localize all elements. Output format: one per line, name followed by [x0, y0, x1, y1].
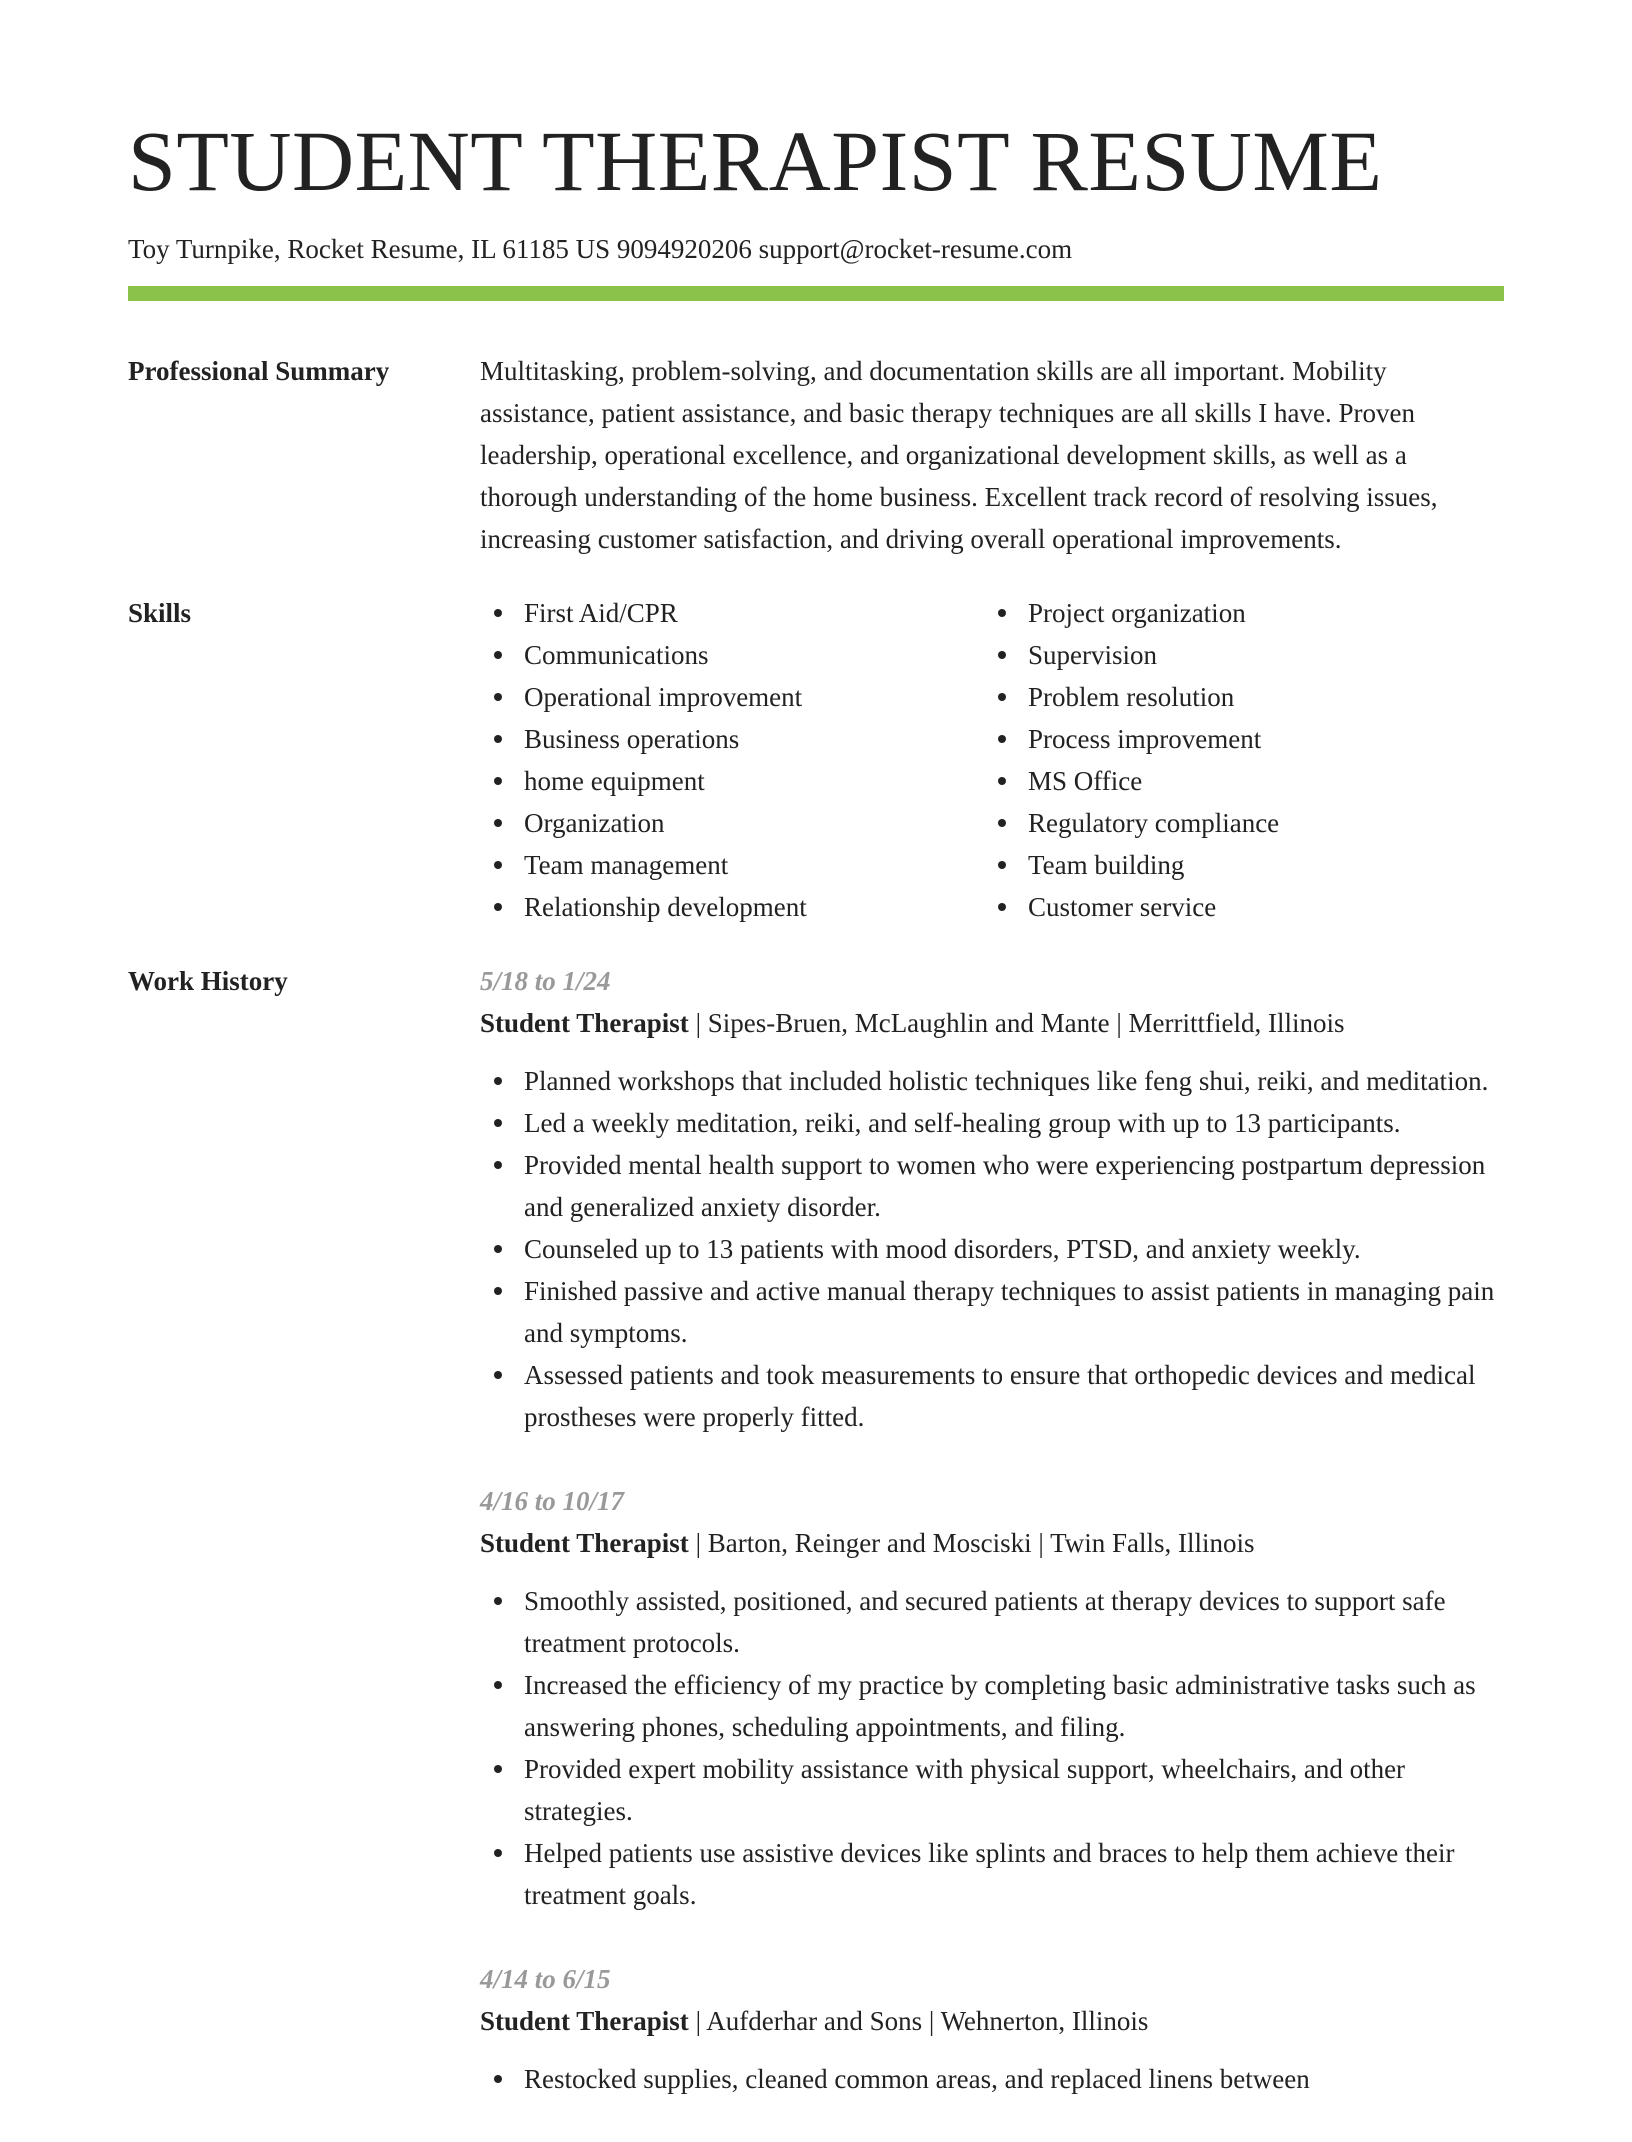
- job-bullet: Smoothly assisted, positioned, and secured patients at therapy devices to support safe treatment protocols.: [480, 1580, 1504, 1664]
- skill-item: Team management: [480, 844, 984, 886]
- job-heading: [480, 1522, 1504, 1564]
- skills-list-right: [984, 592, 1488, 928]
- work-history-label: Work History: [128, 966, 288, 996]
- skill-item: Problem resolution: [984, 676, 1488, 718]
- skill-item: Project organization: [984, 592, 1488, 634]
- job-dates: 4/16 to 10/17: [480, 1486, 625, 1516]
- job-title: Student Therapist: [480, 1008, 689, 1038]
- skill-item: Supervision: [984, 634, 1488, 676]
- skills-label: Skills: [128, 598, 192, 628]
- skills-list-left: [480, 592, 984, 928]
- header-divider: [128, 286, 1504, 301]
- skills-body: [480, 592, 1504, 928]
- job-entry: [480, 1480, 1504, 1916]
- job-heading: [480, 1002, 1504, 1044]
- job-bullet: Finished passive and active manual therapy techniques to assist patients in managing pain and symptoms.: [480, 1270, 1504, 1354]
- job-heading: [480, 2000, 1504, 2042]
- job-bullet: Planned workshops that included holistic techniques like feng shui, reiki, and meditation.: [480, 1060, 1504, 1102]
- skill-item: Customer service: [984, 886, 1488, 928]
- summary-label: Professional Summary: [128, 356, 390, 386]
- skill-item: home equipment: [480, 760, 984, 802]
- job-entry: [480, 1958, 1504, 2100]
- job-bullet: Restocked supplies, cleaned common areas, and replaced linens between: [480, 2058, 1504, 2100]
- job-bullet: Provided expert mobility assistance with physical support, wheelchairs, and other strategies.: [480, 1748, 1504, 1832]
- job-bullet: Helped patients use assistive devices like splints and braces to help them achieve their treatment goals.: [480, 1832, 1504, 1916]
- skill-item: Organization: [480, 802, 984, 844]
- skill-item: Communications: [480, 634, 984, 676]
- job-bullets: [480, 1580, 1504, 1916]
- skill-item: Business operations: [480, 718, 984, 760]
- job-details: | Aufderhar and Sons | Wehnerton, Illinois: [688, 2006, 1149, 2036]
- skill-item: Team building: [984, 844, 1488, 886]
- job-details: | Sipes-Bruen, McLaughlin and Mante | Merrittfield, Illinois: [688, 1008, 1345, 1038]
- resume-title: STUDENT THERAPIST RESUME: [128, 113, 1383, 209]
- job-title: Student Therapist: [480, 1528, 689, 1558]
- job-dates: 4/14 to 6/15: [480, 1964, 611, 1994]
- skill-item: Relationship development: [480, 886, 984, 928]
- work-history-body: [480, 960, 1504, 2142]
- skill-item: First Aid/CPR: [480, 592, 984, 634]
- summary-body: [480, 350, 1504, 560]
- job-bullets: [480, 2058, 1504, 2100]
- skills-columns: [480, 592, 1504, 928]
- job-bullet: Led a weekly meditation, reiki, and self-healing group with up to 13 participants.: [480, 1102, 1504, 1144]
- contact-line: Toy Turnpike, Rocket Resume, IL 61185 US 9094920206 support@rocket-resume.com: [128, 234, 1073, 264]
- job-details: | Barton, Reinger and Mosciski | Twin Falls, Illinois: [688, 1528, 1255, 1558]
- job-entry: [480, 960, 1504, 1438]
- job-dates: 5/18 to 1/24: [480, 966, 611, 996]
- job-bullet: Assessed patients and took measurements to ensure that orthopedic devices and medical prostheses were properly fitted.: [480, 1354, 1504, 1438]
- skill-item: Operational improvement: [480, 676, 984, 718]
- summary-text: Multitasking, problem-solving, and documentation skills are all important. Mobility assistance, patient assistance, and basic therapy techniques are all skills I have. Proven leadership, operational excellence, and organizational development skills, as well as a thorough understanding of the home business. Excellent track record of resolving issues, increasing customer satisfaction, and driving overall operational improvements.: [480, 356, 1438, 554]
- skill-item: Regulatory compliance: [984, 802, 1488, 844]
- job-title: Student Therapist: [480, 2006, 689, 2036]
- job-bullet: Provided mental health support to women who were experiencing postpartum depression and generalized anxiety disorder.: [480, 1144, 1504, 1228]
- job-bullet: Counseled up to 13 patients with mood disorders, PTSD, and anxiety weekly.: [480, 1228, 1504, 1270]
- job-bullet: Increased the efficiency of my practice by completing basic administrative tasks such as answering phones, scheduling appointments, and filing.: [480, 1664, 1504, 1748]
- job-bullets: [480, 1060, 1504, 1438]
- skill-item: MS Office: [984, 760, 1488, 802]
- skill-item: Process improvement: [984, 718, 1488, 760]
